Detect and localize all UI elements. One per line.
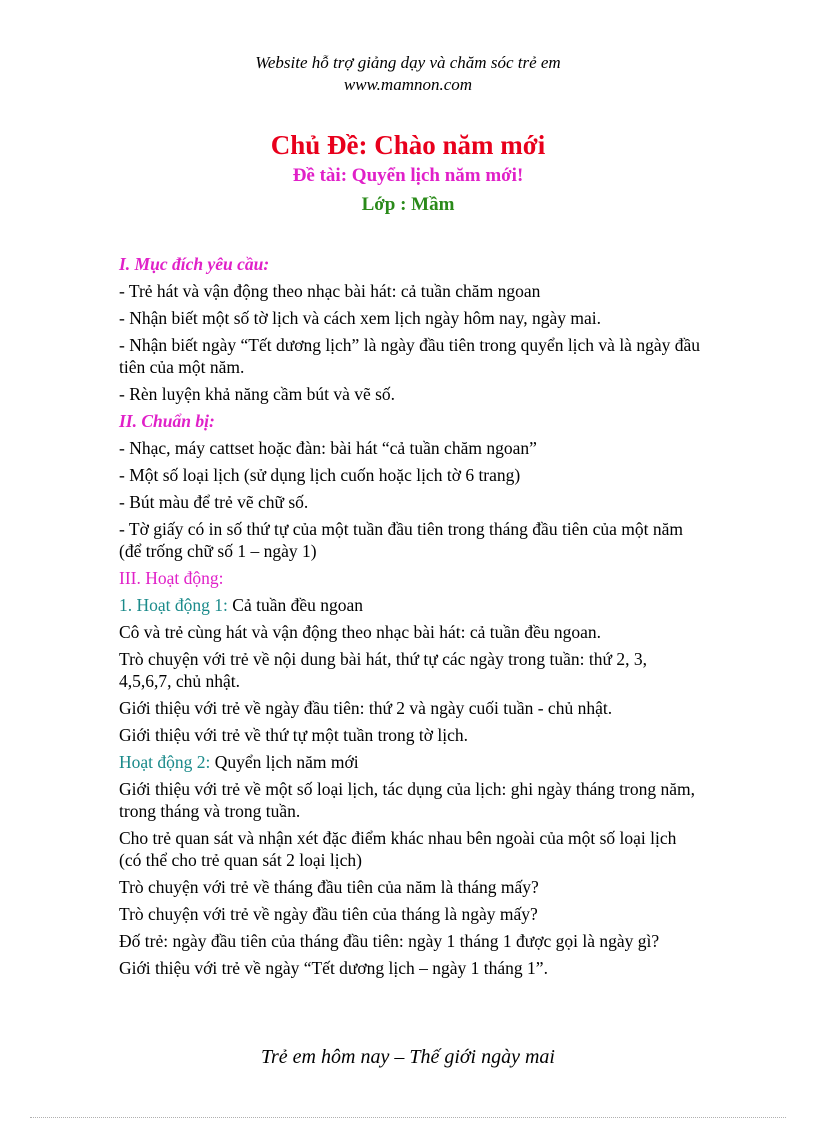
list-item: Giới thiệu với trẻ về ngày “Tết dương lịch – ngày 1 tháng 1”. <box>119 958 548 978</box>
list-item: - Nhận biết ngày “Tết dương lịch” là ngày đầu tiên trong quyển lịch và là ngày đầu tiên của một năm. <box>119 335 700 377</box>
list-item: - Nhạc, máy cattset hoặc đàn: bài hát “cả tuần chăm ngoan” <box>119 438 537 458</box>
page-header <box>0 52 816 96</box>
list-item: - Một số loại lịch (sử dụng lịch cuốn hoặc lịch tờ 6 trang) <box>119 465 521 485</box>
footer-divider <box>30 1117 786 1118</box>
list-item: Giới thiệu với trẻ về thứ tự một tuần trong tờ lịch. <box>119 725 469 745</box>
class-title: Lớp : Mầm <box>361 194 455 215</box>
list-item: Cô và trẻ cùng hát và vận động theo nhạc bài hát: cả tuần đều ngoan. <box>119 622 602 642</box>
list-item: - Bút màu để trẻ vẽ chữ số. <box>119 492 309 512</box>
activity-1-heading <box>119 594 701 616</box>
list-item: - Trẻ hát và vận động theo nhạc bài hát: cả tuần chăm ngoan <box>119 281 541 301</box>
section-heading-preparation: II. Chuẩn bị: <box>119 411 215 431</box>
page-footer: Trẻ em hôm nay – Thế giới ngày mai <box>261 1046 555 1068</box>
list-item: Cho trẻ quan sát và nhận xét đặc điểm khác nhau bên ngoài của một số loại lịch (có thể cho trẻ quan sát 2 loại lịch) <box>119 828 677 870</box>
list-item: - Tờ giấy có in số thứ tự của một tuần đầu tiên trong tháng đầu tiên của một năm (để trống chữ số 1 – ngày 1) <box>119 519 683 561</box>
document-body <box>119 253 701 984</box>
activity-2-heading <box>119 751 701 773</box>
list-item: - Rèn luyện khả năng cầm bút và vẽ số. <box>119 384 396 404</box>
activity-2-title: Quyển lịch năm mới <box>210 752 359 772</box>
list-item: Giới thiệu với trẻ về ngày đầu tiên: thứ 2 và ngày cuối tuần - chủ nhật. <box>119 698 613 718</box>
section-heading-goals: I. Mục đích yêu cầu: <box>119 254 270 274</box>
activity-2-label: Hoạt động 2: <box>119 752 211 772</box>
activity-1-label: 1. Hoạt động 1: <box>119 595 228 615</box>
list-item: Giới thiệu với trẻ về một số loại lịch, tác dụng của lịch: ghi ngày tháng trong năm, trong tháng và trong tuần. <box>119 779 695 821</box>
activity-1-title: Cả tuần đều ngoan <box>227 595 363 615</box>
subject-title: Đề tài: Quyển lịch năm mới! <box>292 165 524 186</box>
list-item: Trò chuyện với trẻ về nội dung bài hát, thứ tự các ngày trong tuần: thứ 2, 3, 4,5,6,7, chủ nhật. <box>119 649 647 691</box>
list-item: Trò chuyện với trẻ về tháng đầu tiên của năm là tháng mấy? <box>119 877 539 897</box>
list-item: Đố trẻ: ngày đầu tiên của tháng đầu tiên: ngày 1 tháng 1 được gọi là ngày gì? <box>119 931 660 951</box>
section-heading-activities: III. Hoạt động: <box>119 568 224 588</box>
header-url-line: www.mamnon.com <box>343 75 473 94</box>
title-block <box>0 128 816 220</box>
header-website-line: Website hỗ trợ giảng dạy và chăm sóc trẻ em <box>255 53 561 72</box>
list-item: - Nhận biết một số tờ lịch và cách xem lịch ngày hôm nay, ngày mai. <box>119 308 601 328</box>
list-item: Trò chuyện với trẻ về ngày đầu tiên của tháng là ngày mấy? <box>119 904 538 924</box>
topic-title: Chủ Đề: Chào năm mới <box>270 130 546 160</box>
